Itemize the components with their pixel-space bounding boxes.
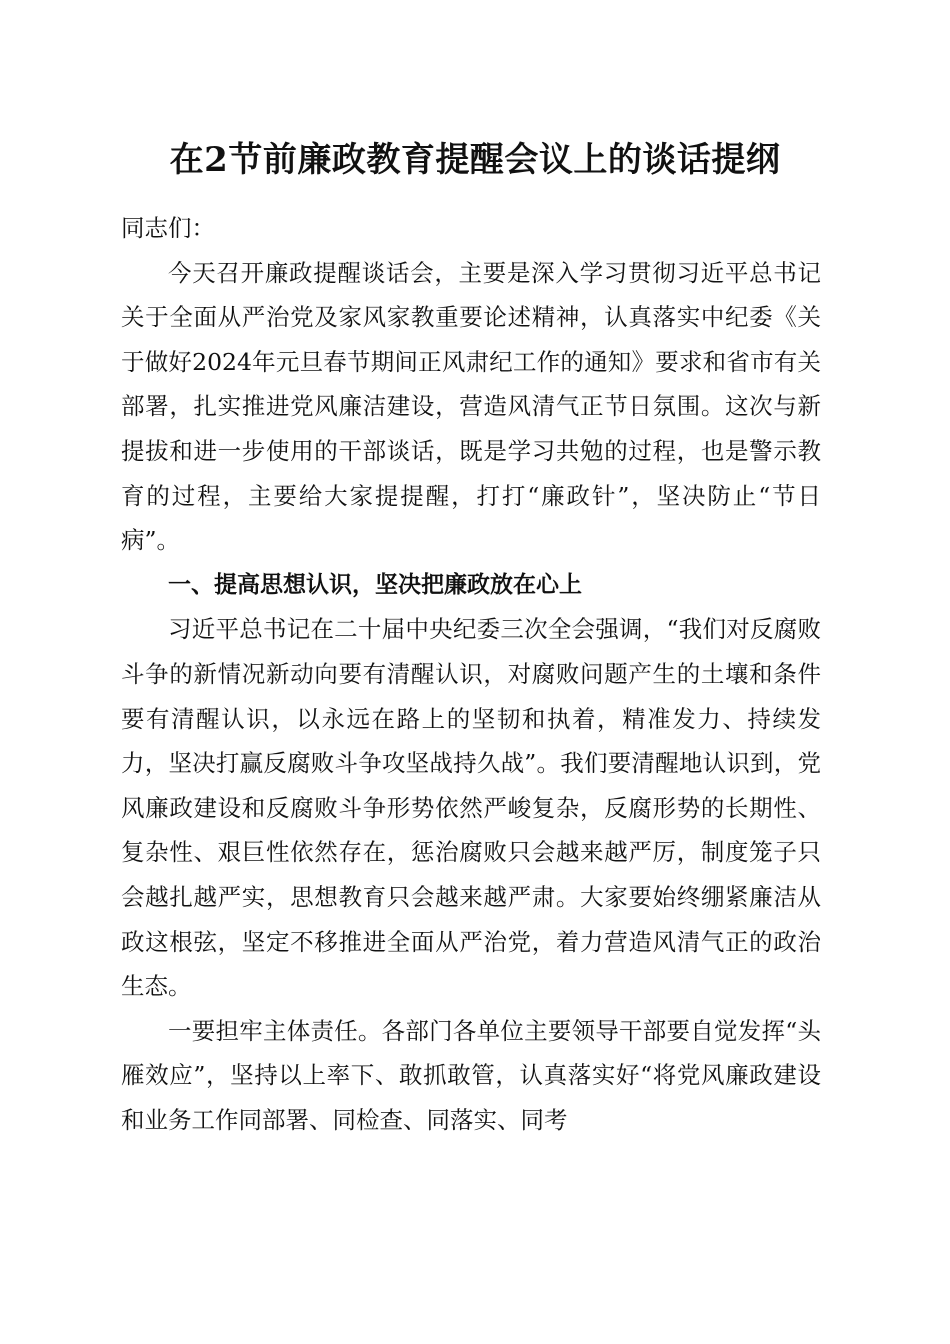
intro-paragraph: 今天召开廉政提醒谈话会，主要是深入学习贯彻习近平总书记关于全面从严治党及家风家教重要论述精神，认真落实中纪委《关于做好2024年元旦春节期间正风肃纪工作的通知》要求和省市有关部署，扎实推进党风廉洁建设，营造风清气正节日氛围。这次与新提拔和进一步使用的干部谈话，既是学习共勉的过程，也是警示教育的过程，主要给大家提提醒，打打“廉政针”，坚决防止“节日病”。 <box>121 258 821 555</box>
section-heading: 一、提高思想认识，坚决把廉政放在心上 <box>168 571 582 598</box>
document-body <box>121 206 821 1142</box>
section-paragraph: 一要担牢主体责任。各部门各单位主要领导干部要自觉发挥“头雁效应”，坚持以上率下、敢抓敢管，认真落实好“将党风廉政建设和业务工作同部署、同检查、同落实、同考 <box>121 1016 821 1134</box>
document-title: 在2节前廉政教育提醒会议上的谈话提纲 <box>169 140 781 180</box>
section-paragraph: 习近平总书记在二十届中央纪委三次全会强调，“我们对反腐败斗争的新情况新动向要有清醒认识，对腐败问题产生的土壤和条件要有清醒认识，以永远在路上的坚韧和执着，精准发力、持续发力，坚决打赢反腐败斗争攻坚战持久战”。我们要清醒地认识到，党风廉政建设和反腐败斗争形势依然严峻复杂，反腐形势的长期性、复杂性、艰巨性依然存在，惩治腐败只会越来越严厉，制度笼子只会越扎越严实，思想教育只会越来越严肃。大家要始终绷紧廉洁从政这根弦，坚定不移推进全面从严治党，着力营造风清气正的政治生态。 <box>121 615 821 1001</box>
salutation: 同志们： <box>121 214 215 242</box>
